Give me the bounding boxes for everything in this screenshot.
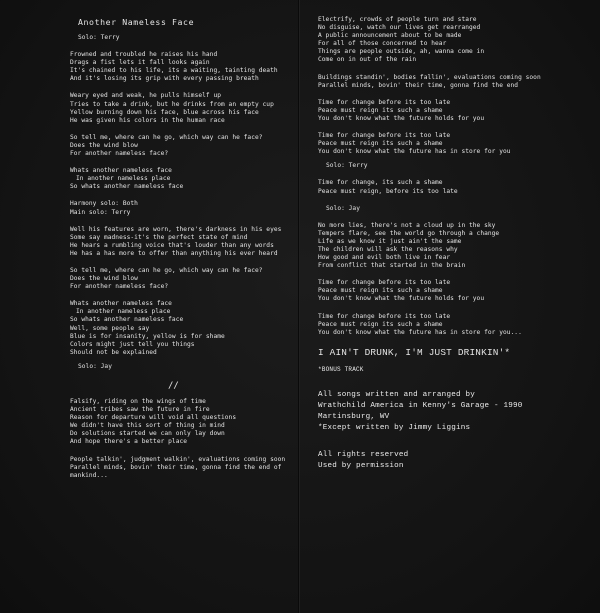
verse-3 [70, 226, 340, 258]
lyric-line: For all of those concerned to hear [318, 40, 447, 48]
lyric-line: So whats another nameless face [70, 316, 184, 324]
stanza-2 [318, 74, 588, 90]
lyric-line: No disguise, watch our lives get rearranged [318, 24, 481, 32]
verse-2 [70, 92, 340, 124]
lyric-line: Ancient tribes saw the future in fire [70, 406, 210, 414]
lyric-line: Buildings standin', bodies fallin', evaluations coming soon [318, 73, 541, 81]
credit-line: Wrathchild America in Kenny's Garage - 1990 [318, 401, 523, 410]
lyric-line: Does the wind blow [70, 141, 138, 149]
verse-1 [70, 51, 340, 83]
lyric-line: A public announcement about to be made [318, 32, 462, 40]
lyric-line: Frowned and troubled he raises his hand [70, 51, 218, 59]
lyric-line: Tempers flare, see the world go through a change [318, 229, 500, 237]
lyric-line: Peace must reign its such a shame [318, 287, 443, 295]
lyric-line: He was given his colors in the human race [70, 116, 225, 124]
lyric-line: In another nameless place [76, 175, 171, 183]
bonus-track-note: *BONUS TRACK [318, 365, 364, 373]
lyric-line: Peace must reign its such a shame [318, 320, 443, 328]
lyric-line: Well his features are worn, there's darkness in his eyes [70, 225, 282, 233]
lyric-line: Does the wind blow [70, 275, 138, 283]
lyric-line: The children will ask the reasons why [318, 245, 458, 253]
song-2-title: I AIN'T DRUNK, I'M JUST DRINKIN'* [318, 346, 511, 358]
lyric-line: Drags a fist lets it fall looks again [70, 59, 210, 67]
refrain-5 [318, 313, 588, 337]
solo-credit: Solo: Terry [326, 162, 368, 170]
lyric-line: No more lies, there's not a cloud up in the sky [318, 221, 496, 229]
lyric-line: Some say madness-it's the perfect state of mind [70, 233, 248, 241]
stanza-1 [318, 16, 588, 65]
lyric-line: It's chained to his life, its a waiting, tainting death [70, 67, 278, 75]
lyric-line: Come on in out of the rain [318, 56, 417, 64]
lyric-line: Yellow burning down his face, blue across his face [70, 108, 259, 116]
lyric-line: We didn't have this sort of thing in mind [70, 422, 225, 430]
lyric-line: You don't know what the future has in store for you... [318, 328, 522, 336]
chorus-2 [70, 300, 340, 357]
solo-credit: Solo: Jay [78, 362, 112, 370]
section-separator: // [168, 381, 179, 391]
lyric-line: From conflict that started in the brain [318, 262, 466, 270]
rights-line: All rights reserved [318, 450, 409, 459]
lyric-line: Things are people outside, ah, wanna come in [318, 48, 485, 56]
refrain-2 [318, 132, 588, 156]
solo-credit: Harmony solo: Both [70, 200, 138, 208]
lyric-line: Peace must reign, before its too late [318, 187, 458, 195]
lyric-line: Tries to take a drink, but he drinks from an empty cup [70, 100, 274, 108]
lyric-line: How good and evil both live in fear [318, 254, 451, 262]
lyric-line: Reason for departure will void all questions [70, 414, 237, 422]
solo-credit: Main solo: Terry [70, 208, 131, 216]
lyric-line: And hope there's a better place [70, 438, 188, 446]
prechorus-2 [70, 267, 340, 291]
lyric-line: Falsify, riding on the wings of time [70, 398, 206, 405]
lyric-line: People talkin', judgment walkin', evaluations coming soon [70, 455, 286, 463]
credit-line: *Except written by Jimmy Liggins [318, 423, 471, 432]
refrain-1 [318, 99, 588, 123]
stanza-3 [318, 222, 588, 271]
lyric-line: Should not be explained [70, 348, 157, 356]
lyric-line: For another nameless face? [70, 283, 169, 291]
lyric-line: Whats another nameless face [70, 167, 172, 175]
lyric-line: Time for change before its too late [318, 312, 451, 320]
prechorus-1 [70, 134, 340, 158]
rights-notice [318, 450, 588, 472]
solo-credit: Solo: Terry [78, 34, 120, 41]
lyric-line: You don't know what the future has in store for you [318, 148, 511, 156]
lyric-line: Well, some people say [70, 324, 150, 332]
lyric-line: Peace must reign its such a shame [318, 140, 443, 148]
refrain-4 [318, 279, 588, 303]
lyric-line: Time for change, its such a shame [318, 179, 443, 187]
part-2 [70, 398, 340, 447]
writing-credits [318, 390, 588, 434]
lyric-line: In another nameless place [76, 308, 171, 316]
lyric-line: Blue is for insanity, yellow is for shame [70, 332, 225, 340]
lyric-line: Life as we know it just ain't the same [318, 237, 462, 245]
lyric-line: Time for change before its too late [318, 132, 451, 140]
rights-line: Used by permission [318, 461, 404, 470]
credit-line: All songs written and arranged by [318, 390, 475, 399]
lyric-line: Weary eyed and weak, he pulls himself up [70, 92, 222, 100]
lyric-line: So tell me, where can he go, which way can he face? [70, 266, 263, 274]
lyric-line: He has a has more to offer than anything his ever heard [70, 249, 278, 257]
lyric-line: Parallel minds, bovin' their time, gonna find the end [318, 81, 519, 89]
lyric-line: So tell me, where can he go, which way can he face? [70, 133, 263, 141]
lyric-line: You don't know what the future holds for you [318, 114, 485, 122]
song-title: Another Nameless Face [78, 17, 195, 27]
lyric-line: So whats another nameless face [70, 183, 184, 191]
chorus-1 [70, 167, 340, 191]
lyric-line: mankind... [70, 471, 108, 479]
part-2-end [70, 456, 340, 480]
lyric-line: Colors might just tell you things [70, 340, 195, 348]
lyric-line: Do solutions started we can only lay down [70, 430, 225, 438]
lyric-line: Parallel minds, bovin' their time, gonna find the end of [70, 463, 282, 471]
lyric-line: Peace must reign its such a shame [318, 106, 443, 114]
lyric-line: Electrify, crowds of people turn and stare [318, 16, 477, 23]
lyric-line: Time for change before its too late [318, 279, 451, 287]
lyric-line: He hears a rumbling voice that's louder than any words [70, 241, 274, 249]
left-column [70, 16, 340, 480]
solo-credit: Solo: Jay [326, 204, 360, 212]
lyric-line: And it's losing its grip with every passing breath [70, 75, 259, 83]
lyric-line: For another nameless face? [70, 150, 169, 158]
lyric-line: You don't know what the future holds for you [318, 295, 485, 303]
lyric-line: Whats another nameless face [70, 300, 172, 308]
lyric-line: Time for change before its too late [318, 98, 451, 106]
credit-line: Martinsburg, WV [318, 412, 390, 421]
right-column [318, 16, 588, 472]
solo-credits [70, 200, 340, 216]
refrain-3 [318, 179, 588, 195]
